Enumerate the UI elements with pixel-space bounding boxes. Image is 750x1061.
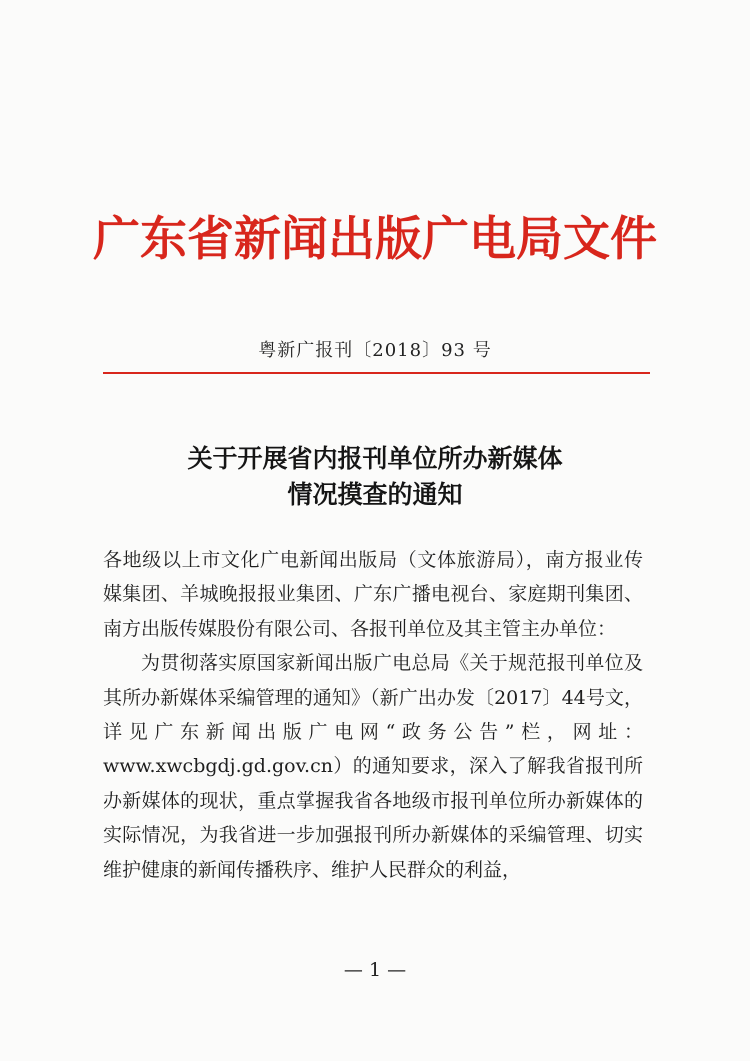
notice-title (0, 441, 750, 513)
red-divider-line (103, 372, 650, 374)
issuer-header: 广东省新闻出版广电局文件 (93, 212, 657, 267)
document-number: 粤新广报刊〔2018〕93 号 (258, 340, 492, 361)
notice-title-line-1: 关于开展省内报刊单位所办新媒体 (187, 444, 563, 473)
page-number: — 1 — (343, 959, 407, 981)
body-paragraph-1: 为贯彻落实原国家新闻出版广电总局《关于规范报刊单位及其所办新媒体采编管理的通知》（新广出办发〔2017〕44号文，详见广东新闻出版广电网“政务公告”栏，网址：www.xwcbgdj.gd.gov.cn）的通知要求，深入了解我省报刊所办新媒体的现状，重点掌握我省各地级市报刊单位所办新媒体的实际情况，为我省进一步加强报刊所办新媒体的采编管理、切实维护健康的新闻传播秩序、维护人民群众的利益， (103, 652, 643, 881)
notice-title-line-2: 情况摸查的通知 (287, 480, 463, 509)
notice-body (103, 543, 643, 887)
addressees-paragraph: 各地级以上市文化广电新闻出版局（文体旅游局），南方报业传媒集团、羊城晚报报业集团、广东广播电视台、家庭期刊集团、南方出版传媒股份有限公司、各报刊单位及其主管主办单位： (103, 549, 643, 640)
